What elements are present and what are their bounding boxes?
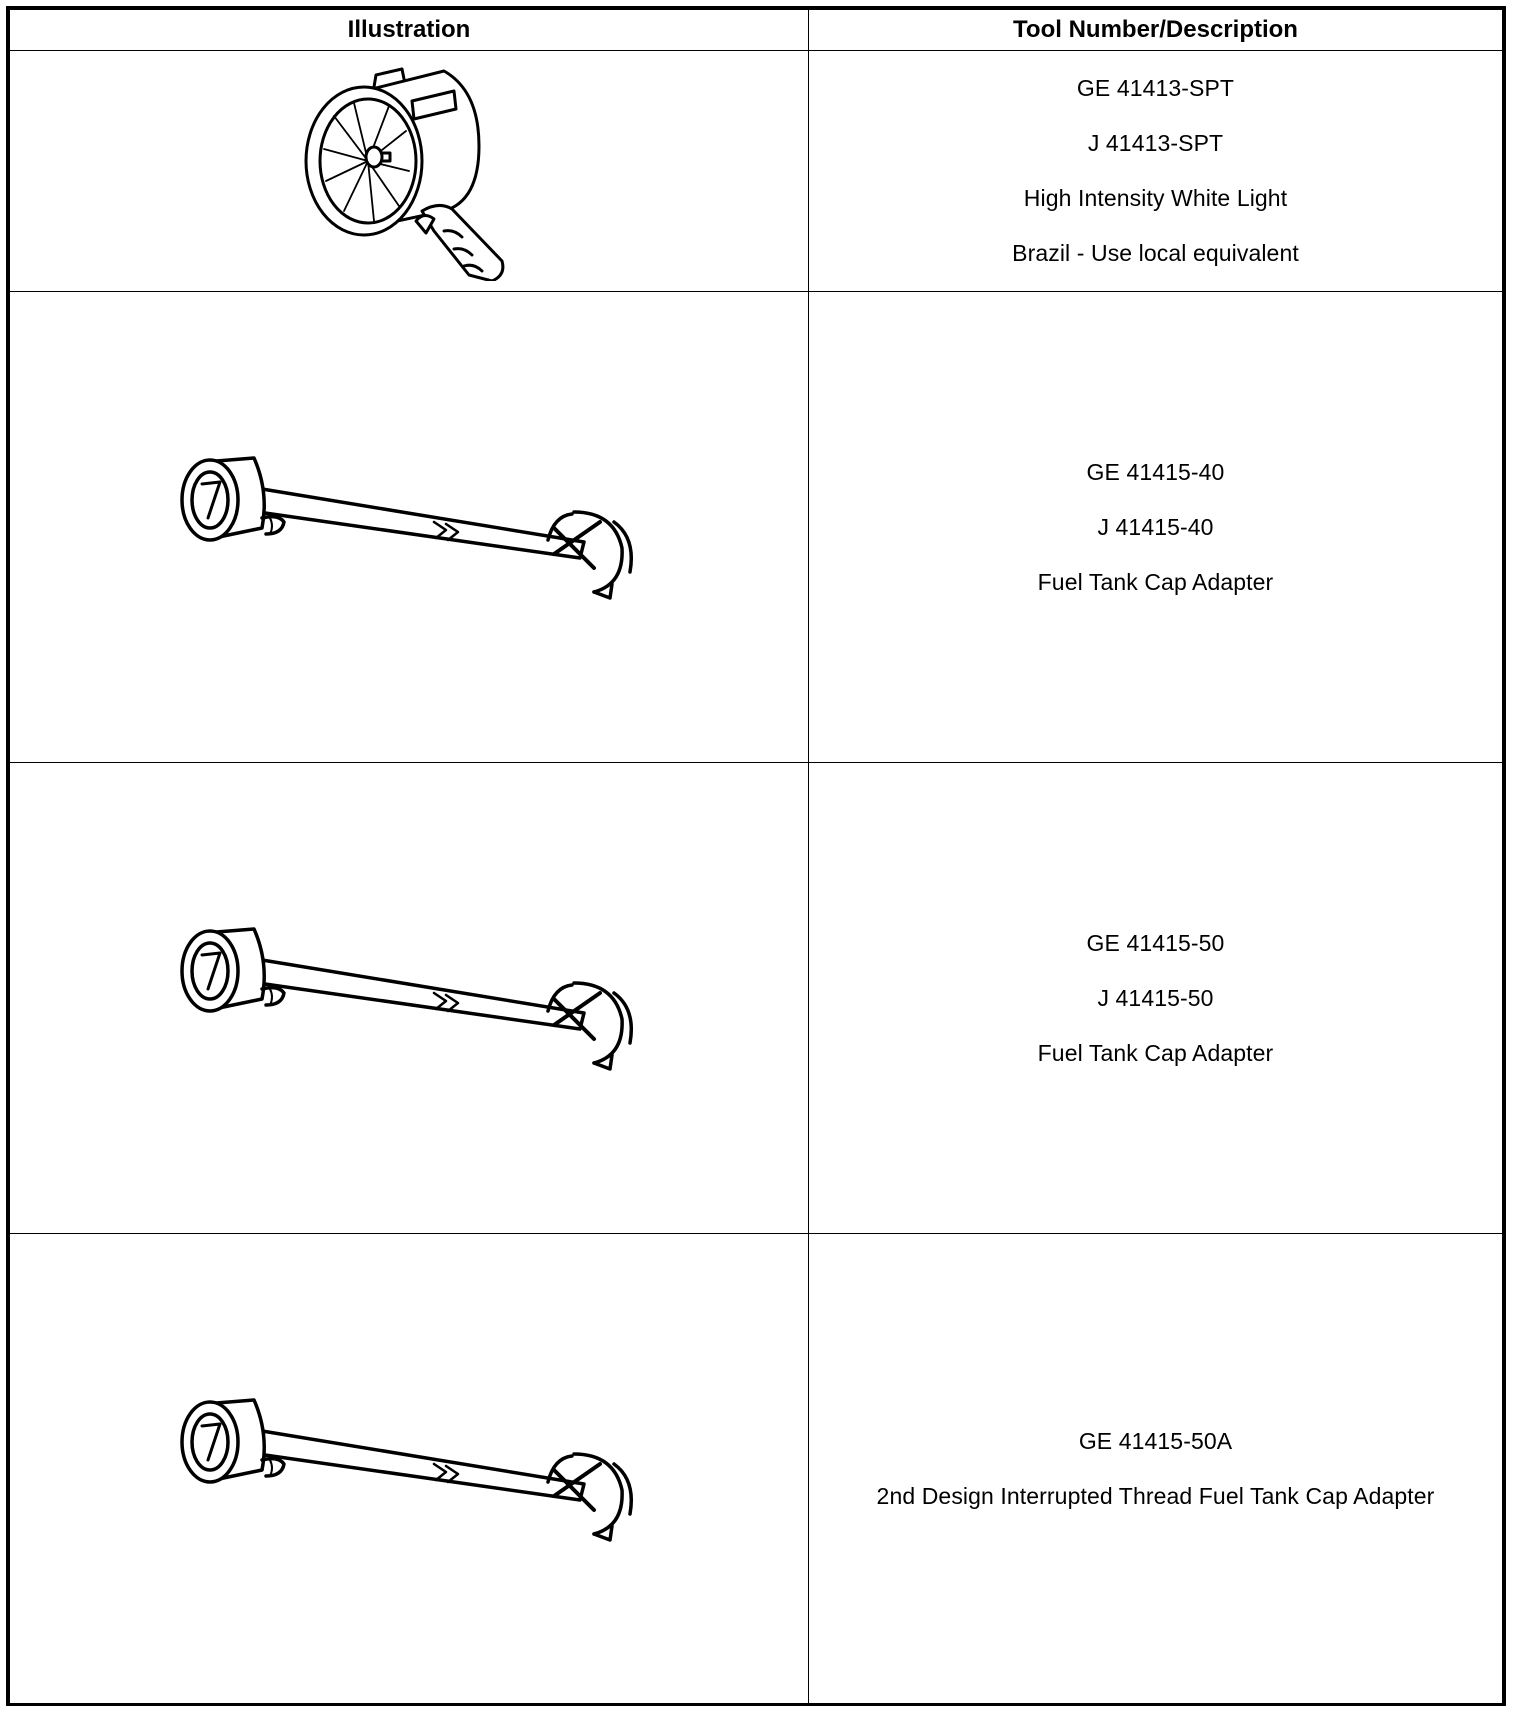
description-cell [809, 51, 1503, 292]
header-illustration: Illustration [10, 10, 809, 51]
table-row [10, 292, 1503, 763]
tool-description: Fuel Tank Cap Adapter [1037, 1039, 1274, 1066]
table-row [10, 1234, 1503, 1705]
tool-number-ge: GE 41415-50A [1078, 1428, 1233, 1454]
fuel-cap-adapter-icon [174, 452, 644, 602]
tool-number-ge: GE 41415-40 [1086, 458, 1225, 485]
description-cell [809, 763, 1503, 1234]
fuel-cap-adapter-icon [174, 923, 644, 1073]
tool-description: High Intensity White Light [1023, 185, 1288, 211]
illustration-cell [10, 292, 809, 763]
tool-number-j: J 41415-50 [1097, 984, 1214, 1011]
tool-description: Fuel Tank Cap Adapter [1037, 568, 1274, 595]
tool-number-ge: GE 41413-SPT [1076, 75, 1235, 101]
fuel-cap-adapter-icon [174, 1394, 644, 1544]
tool-number-j: J 41415-40 [1097, 513, 1214, 540]
description-cell [809, 1234, 1503, 1705]
tool-table-frame [6, 6, 1506, 1706]
tool-number-ge: GE 41415-50 [1086, 929, 1225, 956]
illustration-cell [10, 1234, 809, 1705]
tool-number-j: J 41413-SPT [1087, 130, 1224, 156]
illustration-cell [10, 763, 809, 1234]
spotlight-icon [294, 61, 524, 281]
header-tool-number-description: Tool Number/Description [809, 10, 1503, 51]
table-row [10, 51, 1503, 292]
special-tools-table [9, 9, 1503, 1705]
illustration-cell [10, 51, 809, 292]
description-cell [809, 292, 1503, 763]
tool-note: Brazil - Use local equivalent [1012, 240, 1299, 266]
table-header-row [10, 10, 1503, 51]
tool-description: 2nd Design Interrupted Thread Fuel Tank Cap Adapter [876, 1483, 1435, 1509]
table-row [10, 763, 1503, 1234]
